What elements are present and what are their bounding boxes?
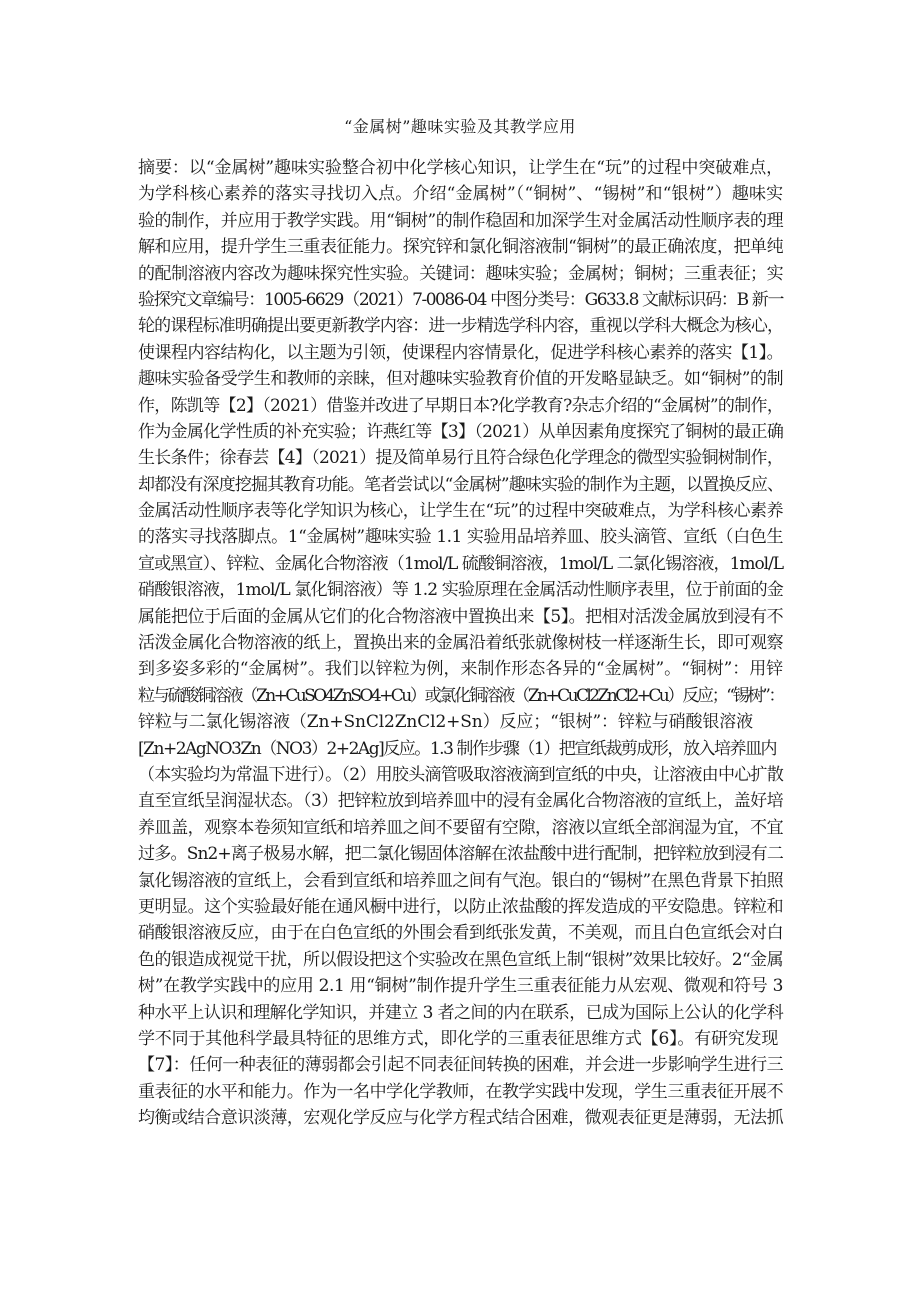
body-line: 金属活动性顺序表等化学知识为核心，让学生在“玩”的过程中突破难点，为学科核心素养 (138, 501, 783, 522)
body-line: 养皿盖，观察本卷须知宣纸和培养皿之间不要留有空隙，溶液以宣纸全部润湿为宜，不宜 (138, 817, 783, 838)
body-line: 种水平上认识和理解化学知识，并建立 3 者之间的内在联系，已成为国际上公认的化学科 (138, 1002, 784, 1023)
body-line: 为学科核心素养的落实寻找切入点。介绍“金属树”（“铜树”、“锡树”和“银树”）趣味实 (138, 184, 783, 205)
body-line: 氯化锡溶液的宣纸上，会看到宣纸和培养皿之间有气泡。银白的“锡树”在黑色背景下拍照 (138, 870, 783, 891)
body-line: 解和应用，提升学生三重表征能力。探究锌和氯化铜溶液制“铜树”的最正确浓度，把单纯 (138, 237, 783, 258)
body-line: 的配制溶液内容改为趣味探究性实验。关键词：趣味实验；金属树；铜树；三重表征；实 (138, 263, 783, 284)
body-line: [Zn+2AgNO3Zn（NO3）2+2Ag]反应。1.3 制作步骤（1）把宣纸裁剪成形，放入培养皿内 (138, 738, 777, 759)
body-line: （本实验均为常温下进行）。（2）用胶头滴管吸取溶液滴到宣纸的中央，让溶液由中心扩散 (138, 764, 783, 785)
body-line: 趣味实验备受学生和教师的亲睐，但对趣味实验教育价值的开发略显缺乏。如“铜树”的制 (138, 369, 783, 390)
body-line: 宣或黑宣）、锌粒、金属化合物溶液（1mol/L 硫酸铜溶液，1mol/L 二氯化锡溶液，1mol/L (138, 553, 783, 574)
body-line: 均衡或结合意识淡薄，宏观化学反应与化学方程式结合困难，微观表征更是薄弱，无法抓 (138, 1108, 783, 1129)
body-line: 摘要：以“金属树”趣味实验整合初中化学核心知识，让学生在“玩”的过程中突破难点， (138, 158, 783, 178)
body-line: 生长条件；徐春芸【4】（2021）提及简单易行且符合绿色化学理念的微型实验铜树制作， (138, 448, 783, 469)
body-line: 锌粒与二氯化锡溶液（Zn+SnCl2ZnCl2+Sn）反应；“银树”：锌粒与硝酸银溶液 (138, 712, 753, 733)
body-line: 更明显。这个实验最好能在通风橱中进行，以防止浓盐酸的挥发造成的平安隐患。锌粒和 (138, 896, 783, 917)
body-line: 硝酸银溶液反应，由于在白色宣纸的外围会看到纸张发黄，不美观，而且白色宣纸会对白 (138, 923, 783, 944)
body-line: 硝酸银溶液，1mol/L 氯化铜溶液）等 1.2 实验原理在金属活动性顺序表里，位于前面的金 (138, 580, 783, 601)
body-line: 学不同于其他科学最具特征的思维方式，即化学的三重表征思维方式【6】。有研究发现 (138, 1028, 779, 1049)
body-line: 树”在教学实践中的应用 2.1 用“铜树”制作提升学生三重表征能力从宏观、微观和符号 3 (138, 976, 783, 997)
body-line: 活泼金属化合物溶液的纸上，置换出来的金属沿着纸张就像树枝一样逐渐生长，即可观察 (138, 633, 783, 654)
body-line: 过多。Sn2+离子极易水解，把二氯化锡固体溶解在浓盐酸中进行配制，把锌粒放到浸有二 (138, 844, 783, 865)
body-line: 属能把位于后面的金属从它们的化合物溶液中置换出来【5】。把相对活泼金属放到浸有不 (138, 606, 783, 627)
body-line: 色的银造成视觉干扰，所以假设把这个实验改在黑色宣纸上制“银树”效果比较好。2“金属 (138, 949, 783, 970)
body-line: 重表征的水平和能力。作为一名中学化学教师，在教学实践中发现，学生三重表征开展不 (138, 1081, 783, 1102)
document-body (138, 155, 783, 1131)
body-line: 的落实寻找落脚点。1“金属树”趣味实验 1.1 实验用品培养皿、胶头滴管、宣纸（白色生 (138, 527, 783, 548)
body-line: 却都没有深度挖掘其教育功能。笔者尝试以“金属树”趣味实验的制作为主题，以置换反应、 (138, 474, 783, 495)
body-line: 作为金属化学性质的补充实验；许燕红等【3】（2021）从单因素角度探究了铜树的最正确 (138, 421, 783, 442)
body-line: 使课程内容结构化，以主题为引领，使课程内容情景化，促进学科核心素养的落实【1】。 (138, 342, 783, 363)
body-line: 作，陈凯等【2】（2021）借鉴并改进了早期日本?化学教育?杂志介绍的“金属树”的制作， (138, 395, 783, 416)
body-line: 到多姿多彩的“金属树”。我们以锌粒为例，来制作形态各异的“金属树”。“铜树”：用锌 (138, 659, 783, 680)
body-line: 粒与硫酸铜溶液（Zn+CuSO4ZnSO4+Cu）或氯化铜溶液（Zn+CuCl2ZnCl2+Cu）反应；“锡树”： (138, 685, 783, 706)
body-line: 验的制作，并应用于教学实践。用“铜树”的制作稳固和加深学生对金属活动性顺序表的理 (138, 210, 783, 231)
body-line: 【7】：任何一种表征的薄弱都会引起不同表征间转换的困难，并会进一步影响学生进行三 (138, 1055, 783, 1076)
body-line: 直至宣纸呈润湿状态。（3）把锌粒放到培养皿中的浸有金属化合物溶液的宣纸上，盖好培 (138, 791, 783, 812)
body-line: 验探究文章编号：1005-6629（2021）7-0086-04 中图分类号：G633.8 文献标识码：B 新一 (138, 289, 783, 310)
document-title: “金属树”趣味实验及其教学应用 (344, 117, 576, 136)
body-line: 轮的课程标准明确提出要更新教学内容：进一步精选学科内容，重视以学科大概念为核心， (138, 316, 783, 337)
